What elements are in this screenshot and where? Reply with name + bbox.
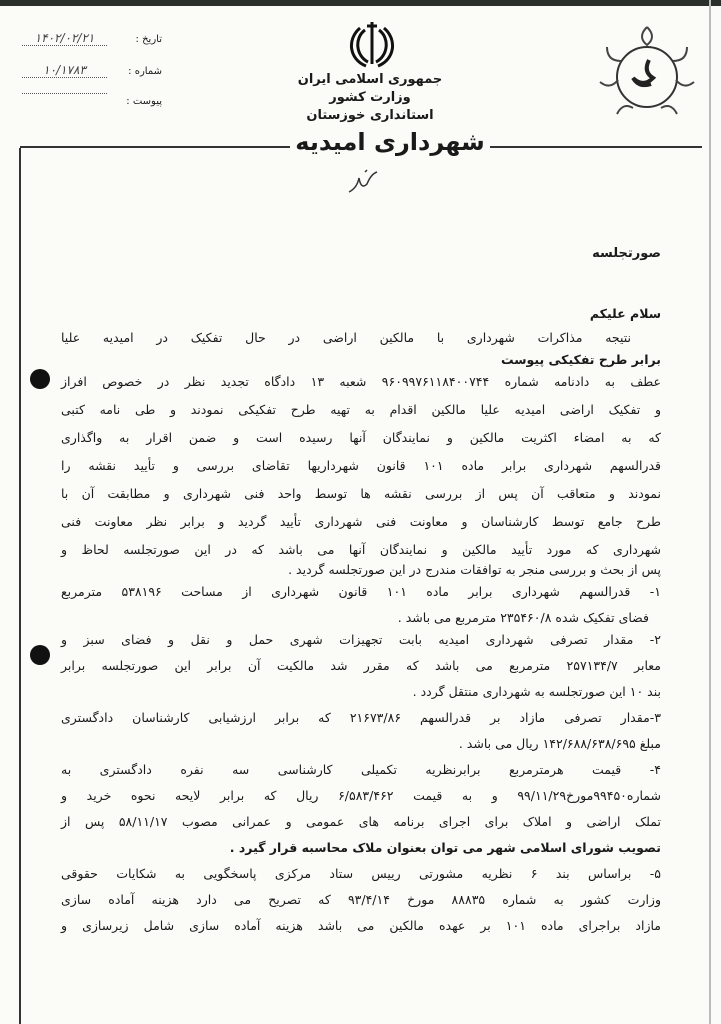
punch-hole-icon bbox=[30, 645, 50, 665]
body-line: معابر ۲۵۷۱۳۴/۷ مترمربع می باشد که مقرر شد مالکیت آن برابر این صورتجلسه برابر bbox=[61, 658, 662, 673]
body-line: شماره۹۹۴۵۰مورخ۹۹/۱۱/۲۹ و به قیمت ۶/۵۸۳/۴۶۲ ریال که برابر لایحه نحوه خرید و bbox=[61, 788, 662, 803]
body-line: طرح جامع توسط کارشناسان و معاونت فنی شهرداری تأیید گردید و برابر نظر معاونت فنی bbox=[61, 514, 661, 529]
body-line: فضای تفکیک شده ۲۳۵۴۶۰/۸ مترمربع می باشد . bbox=[397, 610, 649, 625]
number-field bbox=[22, 63, 162, 77]
scan-edge bbox=[0, 0, 721, 6]
page-border-left bbox=[19, 148, 21, 1024]
body-line: برابر طرح تفکیکی پیوست bbox=[501, 352, 661, 367]
municipality-title: شهرداری امیدیه bbox=[290, 128, 490, 156]
greeting: سلام علیکم bbox=[589, 306, 661, 321]
header-rule-right bbox=[490, 146, 702, 148]
item-3: ۳-مقدار تصرفی مازاد بر قدرالسهم ۲۱۶۷۳/۸۶ که برابر ارزشیابی کارشناسان دادگستری bbox=[61, 710, 661, 725]
body-line: عطف به دادنامه شماره ۹۶۰۹۹۷۶۱۱۸۴۰۰۷۴۴ شعبه ۱۳ دادگاه تجدید نظر در خصوص افراز bbox=[61, 374, 661, 389]
item-5: ۵- براساس بند ۶ نظریه مشورتی رییس ستاد مرکزی پاسخگویی به شکایات حقوقی bbox=[61, 866, 661, 881]
body-line: پس از بحث و بررسی منجر به توافقات مندرج در این صورتجلسه گردید . bbox=[288, 562, 661, 577]
iran-emblem-icon bbox=[348, 18, 396, 70]
date-field bbox=[22, 31, 162, 45]
body-line: شهرداری که مورد تأیید مالکین و نمایندگان آنها می باشد که در این صورتجلسه لحاظ و bbox=[61, 542, 661, 557]
date-value: ۱۴۰۲/۰۲/۲۱ bbox=[22, 31, 107, 46]
ministry-text: وزارت کشور bbox=[329, 90, 411, 105]
body-line: تصویب شورای اسلامی شهر می توان بعنوان ملاک محاسبه قرار گیرد . bbox=[229, 840, 661, 855]
body-line: قدرالسهم شهرداری برابر ماده ۱۰۱ قانون شهرداریها تقاضای بررسی و تأیید نقشه را bbox=[61, 458, 661, 473]
date-label: تاریخ : bbox=[135, 34, 162, 45]
attachment-field bbox=[22, 96, 162, 107]
body-line: نمودند و متعاقب آن پس از بررسی نقشه ها توسط واحد فنی شهرداری و مطابقت آن با bbox=[61, 486, 661, 501]
item-1: ۱- قدرالسهم شهرداری برابر ماده ۱۰۱ قانون شهرداری از مساحت ۵۳۸۱۹۶ مترمربع bbox=[61, 584, 661, 599]
body-line: وزارت کشور به شماره ۸۸۸۳۵ مورخ ۹۳/۴/۱۴ که تصریح می دارد هزینه آماده سازی bbox=[61, 892, 661, 907]
number-label: شماره : bbox=[128, 66, 162, 77]
handwritten-signature-icon bbox=[345, 168, 385, 198]
body-line: نتیجه مذاکرات شهرداری با مالکین اراضی در حال تفکیک در امیدیه علیا bbox=[61, 330, 631, 345]
body-line: مبلغ ۱۴۲/۶۸۸/۶۳۸/۶۹۵ ریال می باشد . bbox=[458, 736, 661, 751]
body-line: تملک اراضی و املاک برای اجرای برنامه های عمومی و عمرانی مصوب ۵۸/۱۱/۱۷ پس از bbox=[61, 814, 661, 829]
body-line: که به امضاء اکثریت مالکین و نمایندگان آنها رسیده است و ضمن اقرار به واگذاری bbox=[61, 430, 661, 445]
item-4: ۴- قیمت هرمترمربع برابرنظریه تکمیلی کارشناسی سه نفره دادگستری به bbox=[61, 762, 661, 777]
header-rule-left bbox=[20, 146, 290, 148]
governorate-text: استانداری خوزستان bbox=[306, 108, 434, 123]
number-value: ۱۰/۱۷۸۳ bbox=[22, 63, 107, 78]
attachment-value bbox=[22, 93, 107, 94]
page-border-right bbox=[709, 0, 711, 1024]
item-2: ۲- مقدار تصرفی شهرداری امیدیه بابت تجهیزات شهری حمل و نقل و فضای سبز و bbox=[61, 632, 661, 647]
republic-text: جمهوری اسلامی ایران bbox=[297, 72, 443, 87]
attachment-label: پیوست : bbox=[126, 96, 162, 107]
body-line: بند ۱۰ این صورتجلسه به شهرداری منتقل گردد . bbox=[412, 684, 661, 699]
document-heading: صورتجلسه bbox=[592, 246, 661, 261]
punch-hole-icon bbox=[30, 369, 50, 389]
municipality-logo-icon bbox=[592, 22, 702, 122]
body-line: و تفکیک اراضی امیدیه علیا مالکین اقدام به تهیه طرح تفکیکی نمودند و طی نامه کتبی bbox=[61, 402, 661, 417]
body-line: مازاد براجرای ماده ۱۰۱ بر عهده مالکین می باشد هزینه آماده سازی شامل زیرسازی و bbox=[61, 918, 661, 933]
